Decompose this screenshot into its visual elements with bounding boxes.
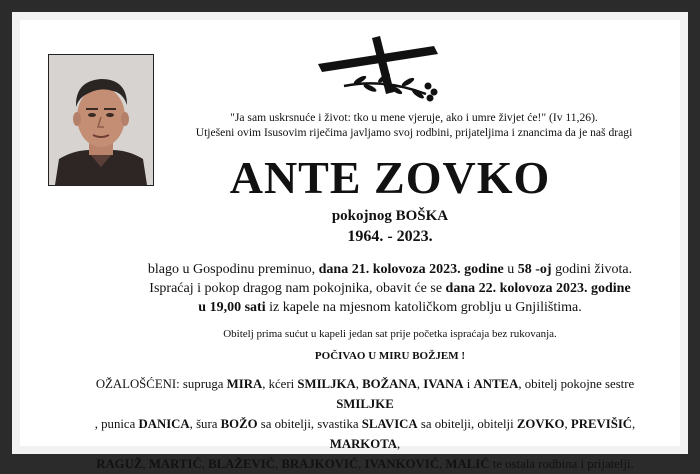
father-name: pokojnog BOŠKA (331, 208, 449, 224)
condolence-note: Obitelj prima sućut u kapeli jedan sat prije početka ispraćaja bez rukovanja. (223, 328, 557, 340)
bible-quote (154, 110, 674, 140)
mourners-list: OŽALOŠĆENI: supruga MIRA, kćeri SMILJKA, BOŽANA, IVANA i ANTEA, obitelj pokojne sestre SMILJKE , punica DANICA, šura BOŽO sa obitelji, svastika SLAVICA sa obitelji, obitelji ZOVKO, PREVIŠIĆ, MARKOTA, RAGUŽ, MARTIĆ, BLAŽEVIĆ, BRAJKOVIĆ, IVANKOVIĆ, MALIĆ te ostala rodbina i prijatelji. (94, 377, 636, 471)
funeral-line: Ispraćaj i pokop dragog nam pokojnika, obavit će se dana 22. kolovoza 2023. godine (149, 281, 631, 296)
funeral-time: u 19,00 sati (198, 300, 266, 315)
death-and-funeral-text (116, 260, 664, 317)
age: 58 -oj (517, 262, 552, 277)
deceased-name: ANTE ZOVKO (229, 152, 551, 203)
funeral-time-line: u 19,00 sati iz kapele na mjesnom katoličkom groblju u Gnjilištima. (198, 300, 582, 315)
cross-with-branch-icon (314, 34, 446, 104)
intro-line: Utješeni ovim Isusovim riječima javljamo svoj rodbini, prijateljima i znancima da je naš dragi (195, 126, 633, 139)
death-date: dana 21. kolovoza 2023. godine (318, 262, 504, 277)
life-years: 1964. - 2023. (347, 228, 433, 245)
rest-in-peace: POČIVAO U MIRU BOŽJEM ! (314, 350, 466, 362)
quote-line: "Ja sam uskrsnuće i život: tko u mene vjeruje, ako i umre živjet će!" (Iv 11,26). (230, 111, 598, 124)
portrait-photo (48, 54, 154, 186)
obituary-card (20, 20, 680, 471)
notice-frame (12, 12, 688, 471)
death-line: blago u Gospodinu preminuo, dana 21. kolovoza 2023. godine u 58 -oj godini života. (147, 262, 633, 277)
funeral-date: dana 22. kolovoza 2023. godine (445, 281, 631, 296)
